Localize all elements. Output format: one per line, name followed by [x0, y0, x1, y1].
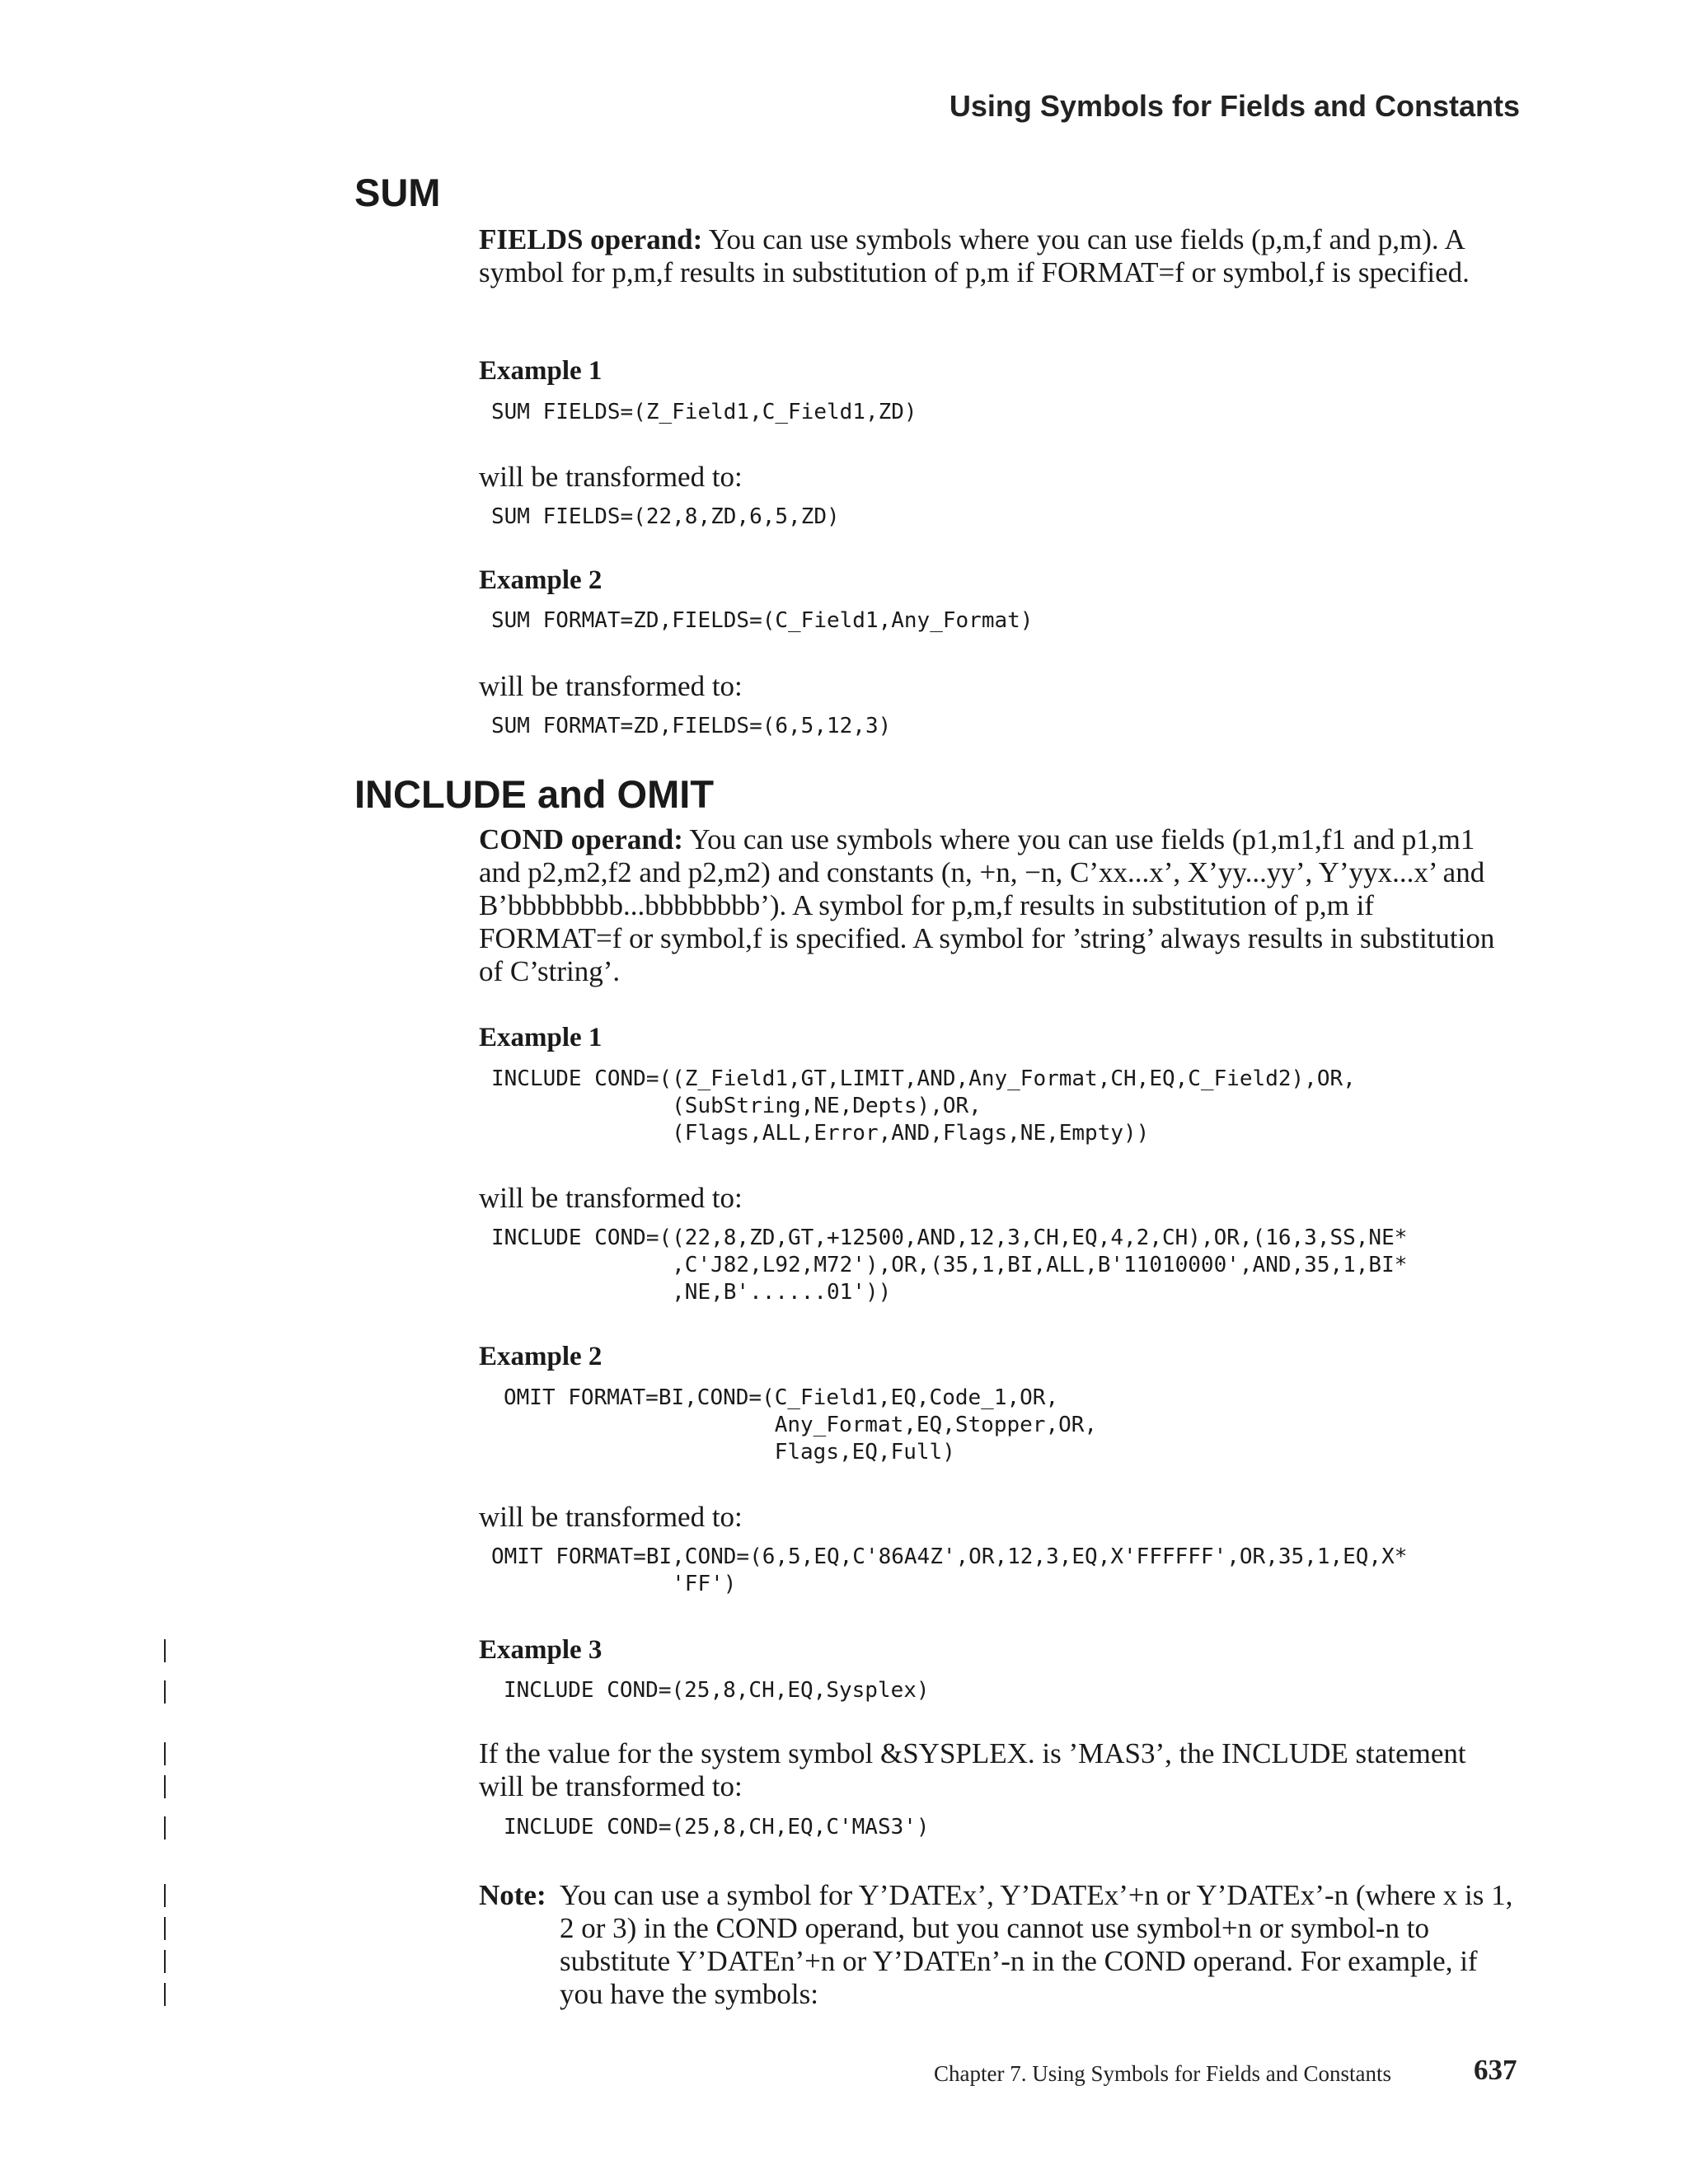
sum-intro-label: FIELDS operand: [479, 223, 703, 255]
sum-example2-result: SUM FORMAT=ZD,FIELDS=(6,5,12,3) [491, 714, 892, 738]
sum-intro [479, 223, 1517, 289]
change-bar [164, 1884, 166, 1907]
include-intro-text: You can use symbols where you can use fields (p1,m1,f1 and p1,m1 and p2,m2,f2 and p2,m2) and constants (n, +n, −n, C’xx...x’, X’yy...yy’, Y’yyx...x’ and B’bbbbbbbb...bbbbbbbb’). A symbol for p,m,f results in substitution of p,m if FORMAT=f or symbol,f is specified. A symbol for ’string’ always results in substitution of C’string’. [479, 823, 1495, 987]
include-example1-title: Example 1 [479, 1023, 603, 1052]
include-example2-code: OMIT FORMAT=BI,COND=(C_Field1,EQ,Code_1,OR, Any_Format,EQ,Stopper,OR, Flags,EQ,Full) [504, 1385, 1098, 1465]
include-example3-result: INCLUDE COND=(25,8,CH,EQ,C'MAS3') [504, 1815, 930, 1840]
sum-example1-result: SUM FIELDS=(22,8,ZD,6,5,ZD) [491, 504, 840, 529]
sum-example1-transform: will be transformed to: [479, 461, 743, 493]
include-example1-code: INCLUDE COND=((Z_Field1,GT,LIMIT,AND,Any_Format,CH,EQ,C_Field2),OR, (SubString,NE,Depts),OR, (Flags,ALL,Error,AND,Flags,NE,Empty)) [491, 1066, 1356, 1146]
running-head: Using Symbols for Fields and Constants [949, 89, 1520, 123]
sum-example2-title: Example 2 [479, 565, 603, 595]
include-example2-transform: will be transformed to: [479, 1501, 743, 1533]
include-example1-transform: will be transformed to: [479, 1182, 743, 1214]
footer-chapter: Chapter 7. Using Symbols for Fields and Constants [934, 2061, 1391, 2086]
sum-example1-title: Example 1 [479, 356, 603, 386]
change-bar [164, 1775, 166, 1798]
include-intro [479, 823, 1517, 988]
include-example3-title: Example 3 [479, 1635, 603, 1665]
note-text: You can use a symbol for Y’DATEx’, Y’DATEx’+n or Y’DATEx’-n (where x is 1, 2 or 3) in the COND operand, but you cannot use symbol+n or symbol-n to substitute Y’DATEn’+n or Y’DATEn’-n in the COND operand. For example, if you have the symbols: [560, 1879, 1513, 2010]
sum-heading: SUM [354, 171, 441, 214]
change-bar [164, 1983, 166, 2006]
sum-example1-code: SUM FIELDS=(Z_Field1,C_Field1,ZD) [491, 400, 917, 424]
page-number: 637 [1474, 2054, 1517, 2086]
sum-intro-text: You can use symbols where you can use fields (p,m,f and p,m). A symbol for p,m,f results in substitution of p,m if FORMAT=f or symbol,f is specified. [479, 223, 1470, 288]
include-example3-code: INCLUDE COND=(25,8,CH,EQ,Sysplex) [504, 1678, 930, 1703]
include-intro-label: COND operand: [479, 823, 683, 855]
change-bar [164, 1680, 166, 1704]
note-label: Note: [479, 1879, 546, 1911]
change-bar [164, 1742, 166, 1765]
change-bar [164, 1917, 166, 1940]
note [479, 1879, 1519, 2011]
sum-example2-transform: will be transformed to: [479, 670, 743, 702]
include-example3-transform: If the value for the system symbol &SYSPLEX. is ’MAS3’, the INCLUDE statement will be transformed to: [479, 1737, 1466, 1802]
include-example1-result: INCLUDE COND=((22,8,ZD,GT,+12500,AND,12,3,CH,EQ,4,2,CH),OR,(16,3,SS,NE* ,C'J82,L92,M72'),OR,(35,1,BI,ALL,B'11010000',AND,35,1,BI* ,NE,B'......01')) [491, 1226, 1408, 1305]
change-bar [164, 1816, 166, 1840]
change-bar [164, 1950, 166, 1973]
include-example2-result: OMIT FORMAT=BI,COND=(6,5,EQ,C'86A4Z',OR,12,3,EQ,X'FFFFFF',OR,35,1,EQ,X* 'FF') [491, 1544, 1408, 1596]
include-heading: INCLUDE and OMIT [354, 772, 715, 816]
include-example2-title: Example 2 [479, 1342, 603, 1371]
sum-example2-code: SUM FORMAT=ZD,FIELDS=(C_Field1,Any_Format) [491, 608, 1034, 633]
change-bar [164, 1639, 166, 1662]
